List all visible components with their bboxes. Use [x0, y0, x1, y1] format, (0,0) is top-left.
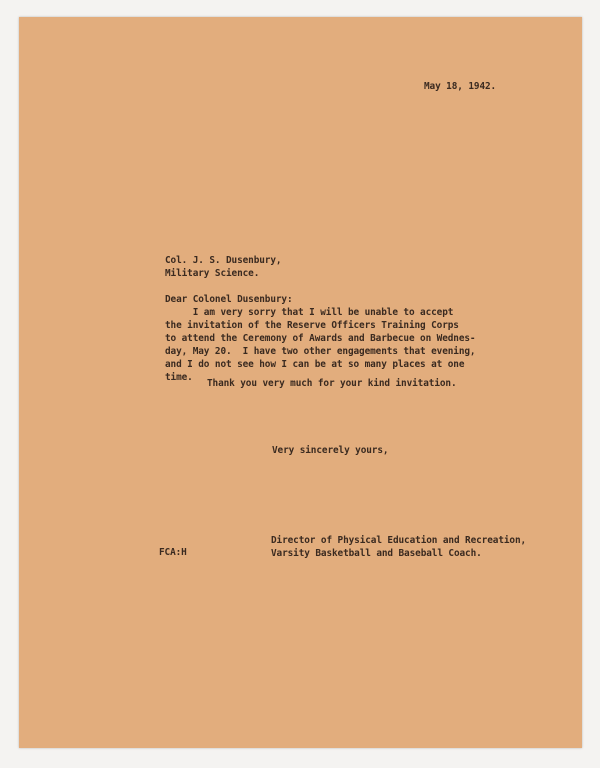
closing: Very sincerely yours, — [272, 445, 389, 456]
signature-title-2: Varsity Basketball and Baseball Coach. — [271, 548, 482, 559]
body-line: the invitation of the Reserve Officers Training Corps — [165, 320, 459, 331]
recipient-name: Col. J. S. Dusenbury, — [165, 255, 282, 266]
recipient-department: Military Science. — [165, 268, 260, 279]
body-line: to attend the Ceremony of Awards and Barbecue on Wednes- — [165, 333, 476, 344]
body-line: I am very sorry that I will be unable to accept — [165, 307, 454, 318]
signature-title-1: Director of Physical Education and Recreation, — [271, 535, 527, 546]
letter-date: May 18, 1942. — [424, 81, 497, 92]
typist-initials: FCA:H — [159, 547, 187, 558]
body-line: day, May 20. I have two other engagements that evening, — [165, 346, 476, 357]
body-line: and I do not see how I can be at so many places at one — [165, 359, 465, 370]
salutation: Dear Colonel Dusenbury: — [165, 294, 293, 305]
letter-page — [19, 17, 582, 748]
body-line: time. — [165, 372, 193, 383]
thanks-line: Thank you very much for your kind invitation. — [207, 378, 457, 389]
